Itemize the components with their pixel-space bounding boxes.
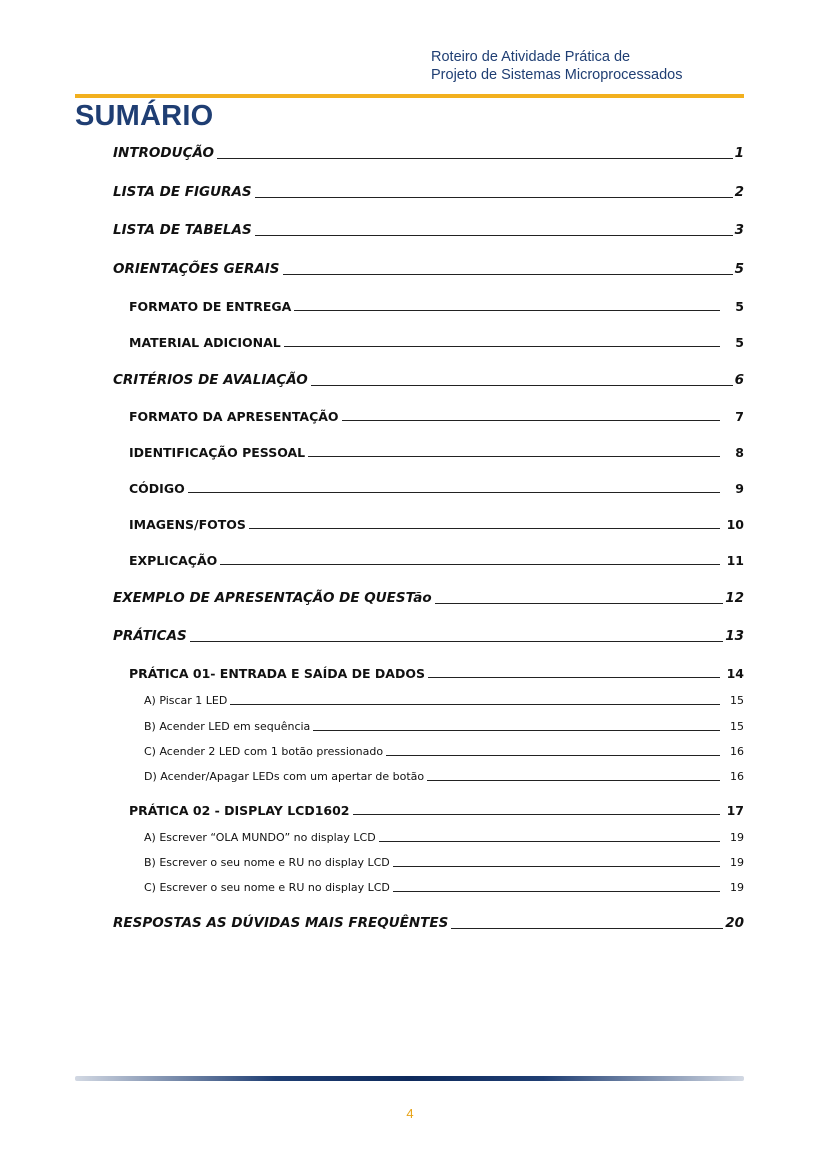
toc-entry-page: 8: [735, 445, 744, 460]
toc-entry-label: B) Escrever o seu nome e RU no display LCD: [144, 856, 390, 869]
toc-entry-explicacao[interactable]: [129, 553, 744, 568]
toc-entry-introducao[interactable]: [113, 145, 744, 161]
toc-leader-line: [255, 196, 733, 198]
toc-entry-page: 9: [735, 481, 744, 496]
toc-leader-line: [451, 927, 723, 929]
toc-entry-label: IMAGENS/FOTOS: [129, 517, 246, 532]
toc-leader-line: [188, 491, 720, 493]
header-line-2: Projeto de Sistemas Microprocessados: [431, 67, 683, 83]
toc-entry-page: 10: [726, 517, 744, 532]
footer-divider: [75, 1076, 744, 1081]
toc-entry-page: 16: [730, 770, 744, 783]
toc-entry-label: IDENTIFICAÇÃO PESSOAL: [129, 445, 306, 460]
toc-entry-pratica-02[interactable]: [129, 803, 744, 818]
page-title: SUMÁRIO: [75, 100, 214, 132]
toc-entry-label: LISTA DE TABELAS: [113, 222, 252, 238]
toc-entry-page: 11: [726, 553, 744, 568]
toc-entry-label: MATERIAL ADICIONAL: [129, 335, 281, 350]
toc-entry-page: 13: [725, 628, 744, 644]
toc-entry-label: FORMATO DA APRESENTAÇÃO: [129, 409, 339, 424]
toc-leader-line: [190, 640, 723, 642]
toc-leader-line: [428, 676, 720, 678]
page-number: 4: [406, 1106, 414, 1121]
toc-entry-page: 14: [726, 666, 744, 681]
toc-entry-page: 20: [725, 915, 744, 931]
toc-entry-label: RESPOSTAS AS DÚVIDAS MAIS FREQUÊNTES: [113, 915, 449, 931]
toc-entry-lista-de-figuras[interactable]: [113, 184, 744, 200]
toc-entry-label: C) Escrever o seu nome e RU no display LCD: [144, 881, 390, 894]
toc-entry-label: A) Piscar 1 LED: [144, 694, 228, 707]
toc-entry-page: 19: [730, 831, 744, 844]
toc-entry-escrever-ola-mundo[interactable]: [144, 831, 744, 844]
toc-leader-line: [220, 563, 720, 565]
toc-entry-label: C) Acender 2 LED com 1 botão pressionado: [144, 745, 384, 758]
toc-entry-label: ORIENTAÇÕES GERAIS: [113, 261, 280, 277]
toc-entry-page: 3: [734, 222, 744, 238]
toc-entry-page: 6: [734, 372, 744, 388]
toc-entry-page: 19: [730, 856, 744, 869]
toc-entry-label: EXEMPLO DE APRESENTAÇÃO DE QUESTão: [113, 590, 432, 606]
toc-entry-page: 17: [726, 803, 744, 818]
toc-entry-label: B) Acender LED em sequência: [144, 720, 311, 733]
toc-leader-line: [386, 754, 720, 756]
toc-leader-line: [217, 157, 733, 159]
toc-entry-label: CRITÉRIOS DE AVALIAÇÃO: [113, 372, 308, 388]
toc-leader-line: [311, 384, 733, 386]
toc-leader-line: [294, 309, 720, 311]
toc-entry-pratica-01[interactable]: [129, 666, 744, 681]
toc-leader-line: [284, 345, 720, 347]
toc-entry-material-adicional[interactable]: [129, 335, 744, 350]
toc-entry-exemplo-de-apresentacao[interactable]: [113, 590, 744, 606]
toc-leader-line: [255, 234, 733, 236]
toc-entry-page: 15: [730, 720, 744, 733]
toc-entry-label: PRÁTICA 02 - DISPLAY LCD1602: [129, 803, 350, 818]
toc-entry-page: 5: [735, 299, 744, 314]
toc-entry-page: 12: [725, 590, 744, 606]
toc-leader-line: [379, 840, 720, 842]
toc-leader-line: [283, 273, 733, 275]
toc-entry-page: 2: [734, 184, 744, 200]
toc-leader-line: [230, 703, 720, 705]
toc-entry-imagens-fotos[interactable]: [129, 517, 744, 532]
toc-entry-respostas-duvidas[interactable]: [113, 915, 744, 931]
toc-entry-acender-2-led[interactable]: [144, 745, 744, 758]
toc-entry-label: CÓDIGO: [129, 481, 185, 496]
toc-entry-codigo[interactable]: [129, 481, 744, 496]
toc-entry-criterios-de-avaliacao[interactable]: [113, 372, 744, 388]
toc-entry-identificacao-pessoal[interactable]: [129, 445, 744, 460]
toc-entry-page: 16: [730, 745, 744, 758]
toc-entry-page: 5: [734, 261, 744, 277]
toc-leader-line: [308, 455, 720, 457]
toc-leader-line: [249, 527, 720, 529]
toc-entry-page: 7: [735, 409, 744, 424]
toc-entry-formato-da-apresentacao[interactable]: [129, 409, 744, 424]
toc-entry-label: PRÁTICA 01- ENTRADA E SAÍDA DE DADOS: [129, 666, 425, 681]
toc-entry-page: 15: [730, 694, 744, 707]
toc-entry-escrever-nome-ru-c[interactable]: [144, 881, 744, 894]
toc-entry-acender-led-sequencia[interactable]: [144, 720, 744, 733]
toc-entry-page: 5: [735, 335, 744, 350]
toc-entry-page: 19: [730, 881, 744, 894]
toc-entry-acender-apagar-leds[interactable]: [144, 770, 744, 783]
toc-leader-line: [427, 779, 720, 781]
toc-entry-page: 1: [734, 145, 744, 161]
toc-leader-line: [393, 865, 720, 867]
toc-entry-label: INTRODUÇÃO: [113, 145, 214, 161]
toc-entry-label: LISTA DE FIGURAS: [113, 184, 252, 200]
header-line-1: Roteiro de Atividade Prática de: [431, 49, 631, 65]
toc-entry-label: D) Acender/Apagar LEDs com um apertar de botão: [144, 770, 425, 783]
toc-entry-formato-de-entrega[interactable]: [129, 299, 744, 314]
toc-entry-escrever-nome-ru-b[interactable]: [144, 856, 744, 869]
toc-leader-line: [393, 890, 720, 892]
toc-entry-piscar-1-led[interactable]: [144, 694, 744, 707]
toc-entry-label: PRÁTICAS: [113, 628, 187, 644]
toc-leader-line: [353, 813, 721, 815]
toc-entry-orientacoes-gerais[interactable]: [113, 261, 744, 277]
toc-leader-line: [342, 419, 720, 421]
toc-entry-label: EXPLICAÇÃO: [129, 553, 218, 568]
toc-leader-line: [435, 602, 724, 604]
toc-leader-line: [313, 729, 720, 731]
toc-entry-praticas[interactable]: [113, 628, 744, 644]
toc-entry-label: A) Escrever “OLA MUNDO” no display LCD: [144, 831, 376, 844]
toc-entry-label: FORMATO DE ENTREGA: [129, 299, 292, 314]
toc-entry-lista-de-tabelas[interactable]: [113, 222, 744, 238]
